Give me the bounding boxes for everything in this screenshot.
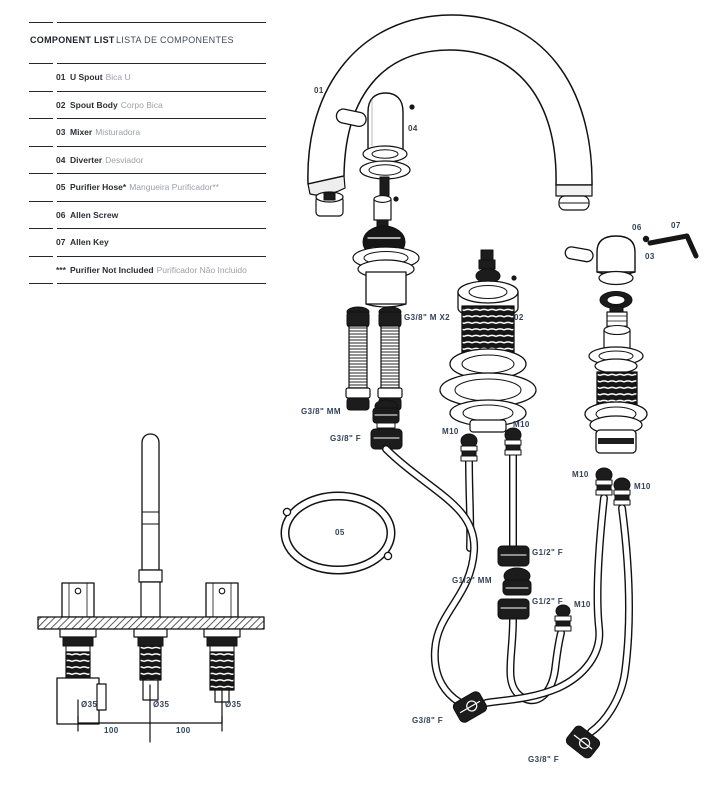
row-en: Purifier Not Included: [70, 264, 154, 275]
dimension-label-dia-right: Ø35: [225, 700, 242, 709]
fitting-label-m10-mixer-left: M10: [572, 470, 589, 479]
fitting-label-g38-f-bottom-left: G3/8" F: [412, 716, 444, 725]
row-en: Spout Body: [70, 99, 118, 110]
fitting-label-g38-f-bottom-right: G3/8" F: [528, 755, 560, 764]
component-row-06: [28, 201, 266, 229]
row-pt: Misturadora: [95, 127, 141, 137]
dimension-label-dia-middle: Ø35: [153, 700, 170, 709]
row-num: 05: [56, 182, 66, 192]
row-num: 03: [56, 127, 66, 137]
row-en: Mixer: [70, 127, 93, 137]
component-row-01: [28, 63, 266, 91]
braided-hoses-drawing: [346, 307, 402, 410]
row-num: 01: [56, 72, 66, 82]
fitting-label-g12-mm: G1/2" MM: [452, 576, 492, 585]
component-row-note: [28, 256, 266, 284]
component-list: [28, 22, 266, 283]
row-desc: [70, 100, 163, 110]
fitting-label-m10-body-right: M10: [513, 420, 530, 429]
allen-screw-dot: [643, 236, 649, 242]
row-desc: [70, 265, 247, 275]
hose-fittings-drawing: [452, 428, 630, 760]
row-desc: [70, 237, 112, 247]
component-row-07: [28, 228, 266, 256]
row-num: 07: [56, 237, 66, 247]
spout-body-drawing: [440, 250, 536, 432]
allen-key-drawing: [650, 236, 696, 256]
row-pt: Corpo Bica: [120, 99, 163, 110]
row-num: 02: [56, 99, 66, 110]
row-num: 06: [56, 209, 66, 220]
fitting-label-m10-mixer-right: M10: [634, 482, 651, 491]
part-label-02: 02: [514, 313, 524, 322]
fitting-label-g12-f-a: G1/2" F: [532, 548, 564, 557]
component-list-title-pt: LISTA DE COMPONENTES: [116, 35, 234, 45]
fitting-label-g12-f-b: G1/2" F: [532, 597, 564, 606]
row-en: Purifier Hose*: [70, 182, 127, 192]
part-label-01: 01: [314, 86, 324, 95]
dimension-label-spacing-right: 100: [176, 726, 191, 735]
part-label-06: 06: [632, 223, 642, 232]
row-num: ***: [56, 264, 66, 275]
row-en: Allen Screw: [70, 209, 119, 220]
row-desc: [70, 182, 219, 192]
part-label-04: 04: [408, 124, 418, 133]
fitting-label-m10-u: M10: [574, 600, 591, 609]
dimension-label-spacing-left: 100: [104, 726, 119, 735]
row-desc: [70, 127, 140, 137]
row-desc: [70, 155, 143, 165]
part-label-03: 03: [645, 252, 655, 261]
fitting-label-g38-mm: G3/8" MM: [301, 407, 341, 416]
dimension-label-dia-left: Ø35: [81, 700, 98, 709]
fitting-label-g38-f-top: G3/8" F: [330, 434, 362, 443]
component-row-04: [28, 146, 266, 174]
row-pt: Mangueira Purificador**: [129, 182, 219, 192]
part-label-05: 05: [335, 528, 345, 537]
row-en: Allen Key: [70, 237, 109, 247]
row-num: 04: [56, 154, 66, 165]
row-desc: [70, 72, 131, 82]
mixer-drawing: [564, 236, 696, 453]
row-pt: Purificador Não Incluido: [156, 264, 247, 275]
row-pt: Desviador: [105, 154, 144, 165]
aerator-ring-drawing: [316, 192, 343, 216]
fitting-label-g38-mx2: G3/8" M X2: [404, 313, 451, 322]
row-en: Diverter: [70, 154, 103, 165]
row-desc: [70, 210, 121, 220]
component-row-05: [28, 173, 266, 201]
component-row-03: [28, 118, 266, 146]
fitting-label-m10-body-left: M10: [442, 427, 459, 436]
component-list-title-en: COMPONENT LIST: [30, 35, 115, 45]
component-row-02: [28, 91, 266, 119]
row-en: U Spout: [70, 72, 103, 82]
component-list-header: [28, 22, 266, 63]
installation-front-view: [38, 434, 264, 742]
part-label-07: 07: [671, 221, 681, 230]
row-pt: Bica U: [105, 72, 131, 82]
